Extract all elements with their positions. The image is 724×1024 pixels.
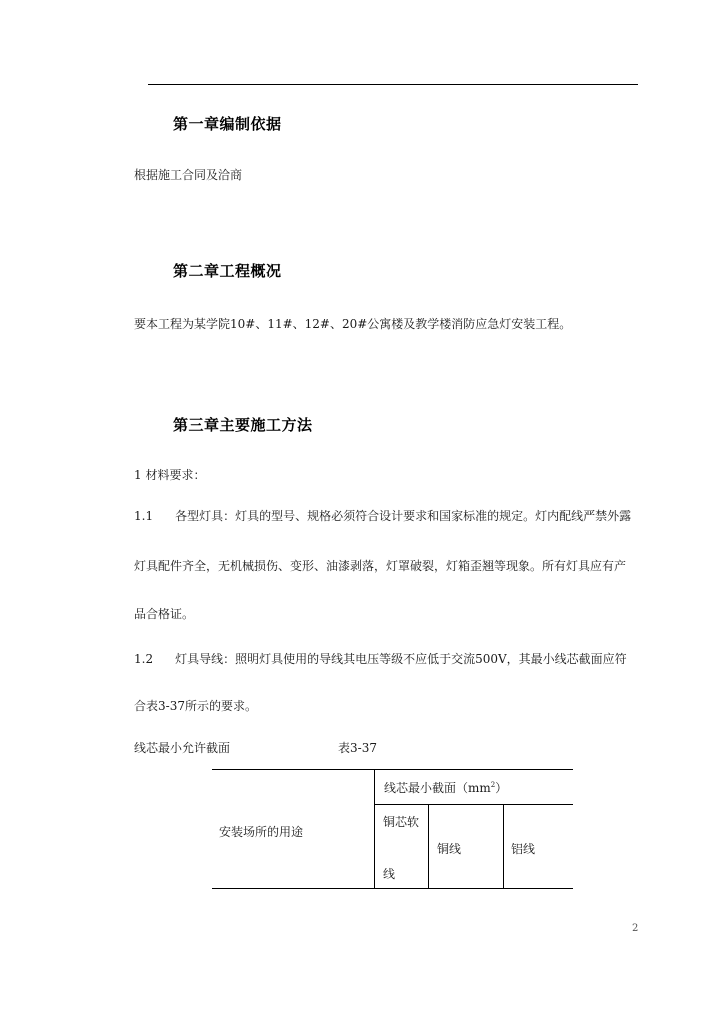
col-copper-soft-line2: 线 [383, 867, 396, 881]
table-number: 表3-37 [338, 741, 377, 755]
table-vline-2 [428, 804, 429, 889]
item-1-1 [134, 507, 631, 524]
item-1-1-number: 1.1 [134, 509, 154, 523]
table-caption: 线芯最小允许截面 [134, 741, 231, 755]
chapter1-body: 根据施工合同及洽商 [134, 168, 243, 182]
table-header-group [384, 779, 507, 796]
table-vline-1 [374, 769, 375, 889]
chapter3-title: 第三章主要施工方法 [173, 416, 313, 434]
header-rule [148, 84, 638, 85]
item-1-1-line2: 灯具配件齐全，无机械损伤、变形、油漆剥落，灯罩破裂，灯箱歪翘等现象。所有灯具应有产 [134, 559, 627, 573]
item-1-1-line3: 品合格证。 [134, 607, 195, 621]
table-top-border [212, 769, 573, 770]
table-header-divider [374, 804, 573, 805]
col-copper: 铜线 [437, 842, 462, 856]
header-group-sup: 2 [490, 781, 496, 789]
row-label: 安装场所的用途 [219, 825, 304, 839]
item-1: 1 材料要求： [134, 468, 206, 482]
item-1-2-number: 1.2 [134, 652, 154, 666]
item-1-2 [134, 650, 627, 667]
item-1-1-text: 各型灯具：灯具的型号、规格必须符合设计要求和国家标准的规定。灯内配线严禁外露 [175, 509, 632, 523]
chapter2-title: 第二章工程概况 [173, 262, 282, 280]
table-vline-3 [503, 804, 504, 889]
col-aluminum: 铝线 [511, 842, 536, 856]
page-number: 2 [632, 923, 639, 934]
chapter1-title: 第一章编制依据 [173, 115, 282, 133]
item-1-2-text: 灯具导线：照明灯具使用的导线其电压等级不应低于交流500V，其最小线芯截面应符 [175, 652, 627, 666]
col-copper-soft-line1: 铜芯软 [383, 815, 420, 829]
header-group-text: 线芯最小截面（mm [384, 781, 491, 795]
header-group-end: ） [495, 781, 508, 795]
chapter2-body: 要本工程为某学院10#、11#、12#、20#公寓楼及教学楼消防应急灯安装工程。 [134, 317, 572, 331]
table-bottom-border [212, 888, 573, 889]
item-1-2-line2: 合表3-37所示的要求。 [134, 699, 257, 713]
